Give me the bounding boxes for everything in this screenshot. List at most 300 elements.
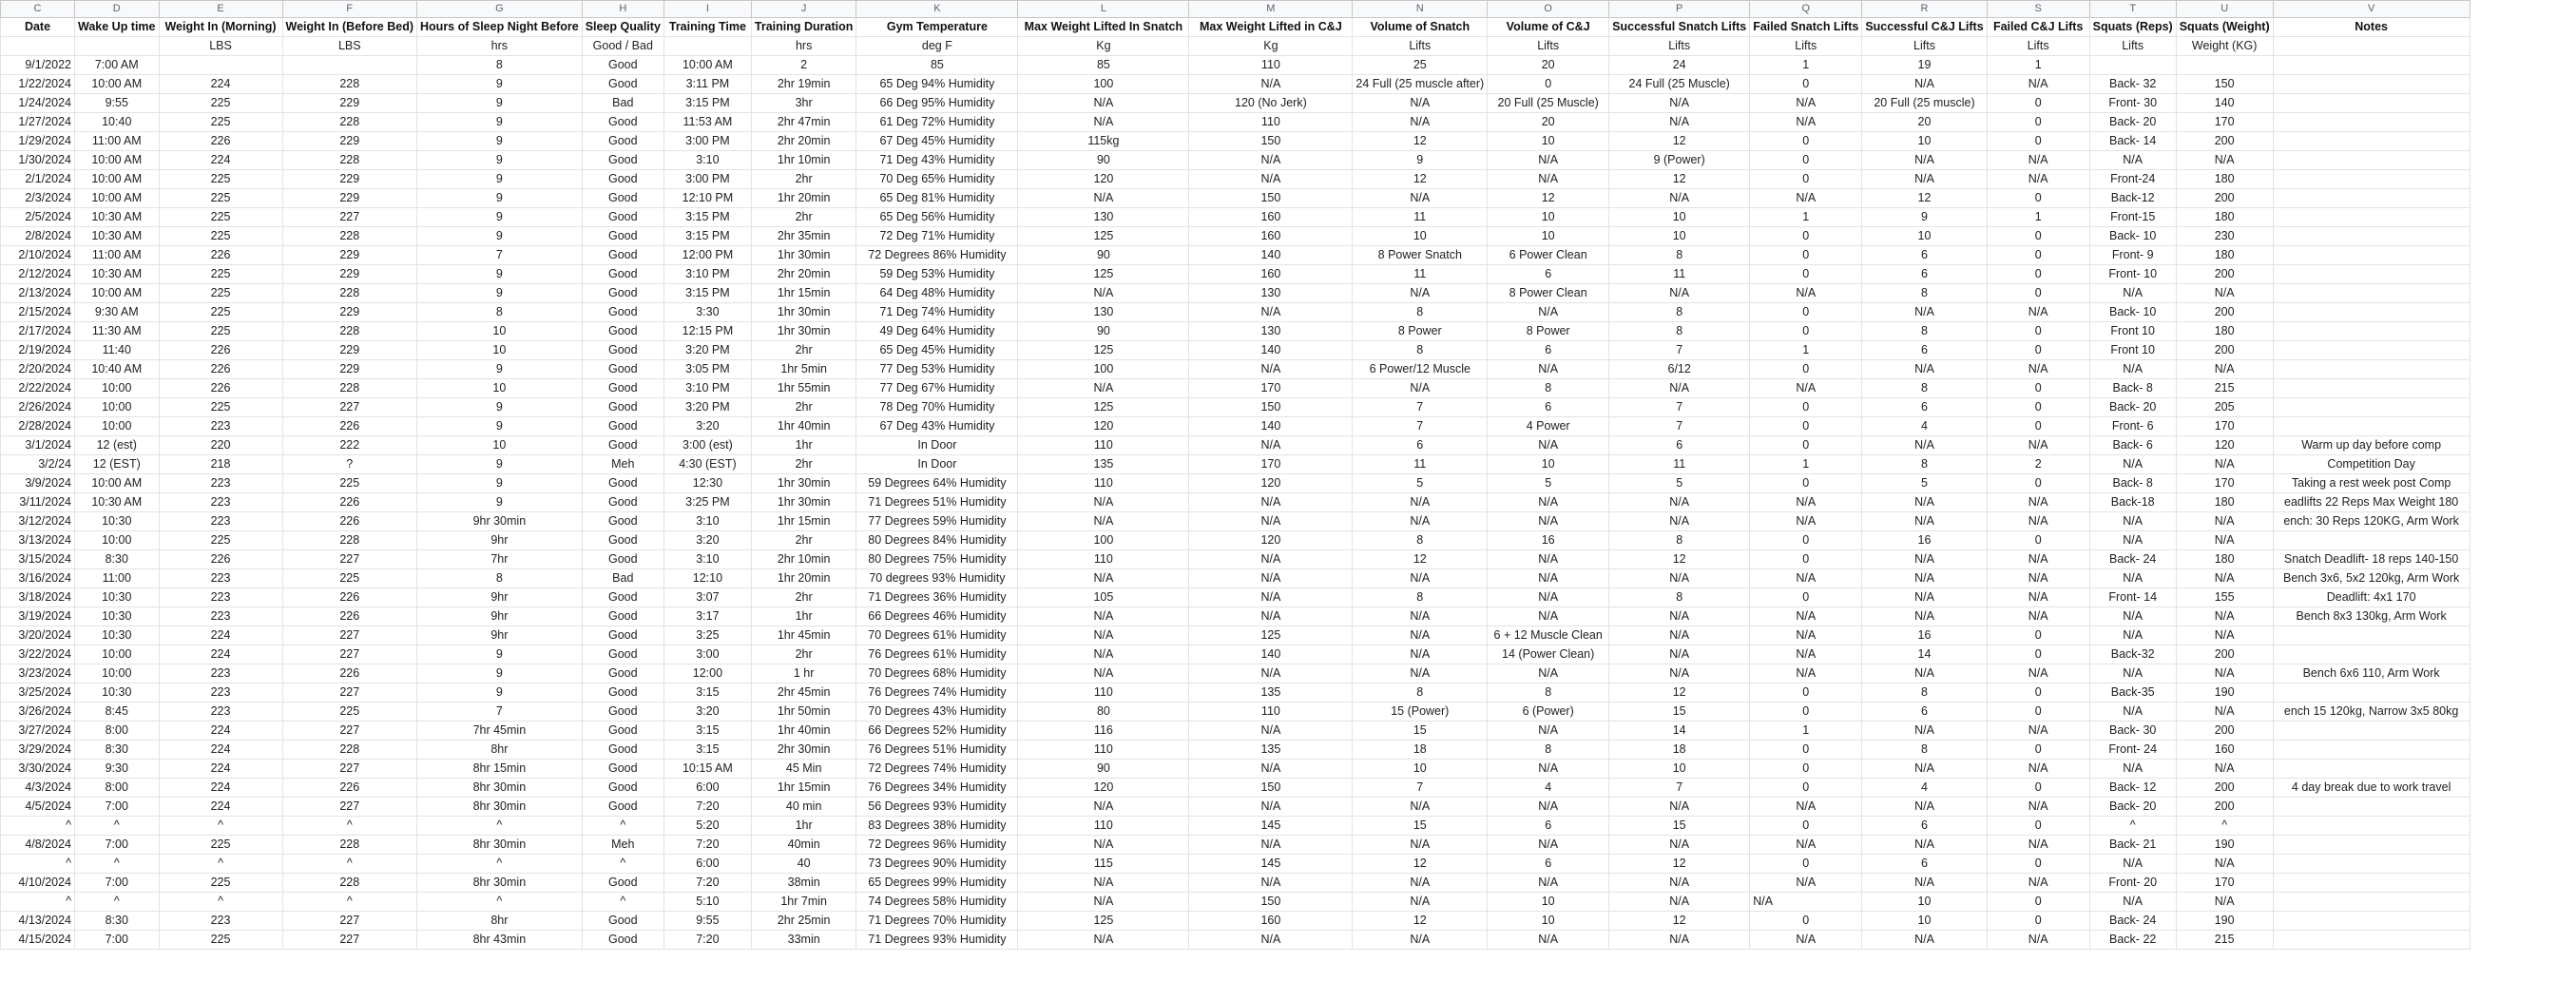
cell-n[interactable]: 8 [1353,588,1488,607]
cell-i[interactable]: 3:15 PM [663,94,751,113]
column-unit[interactable]: hrs [417,37,583,56]
cell-j[interactable]: 2hr 25min [751,912,855,931]
cell-c[interactable]: 3/20/2024 [1,626,75,645]
cell-n[interactable]: N/A [1353,626,1488,645]
cell-t[interactable]: Back- 21 [2089,836,2176,855]
cell-e[interactable]: 218 [159,455,282,474]
cell-j[interactable]: 1hr 15min [751,284,855,303]
cell-i[interactable]: 12:15 PM [663,322,751,341]
column-unit[interactable] [1,37,75,56]
cell-l[interactable]: 120 [1018,170,1189,189]
cell-n[interactable]: 18 [1353,741,1488,760]
cell-d[interactable]: 11:00 [75,569,160,588]
cell-t[interactable]: ^ [2089,817,2176,836]
cell-n[interactable]: 7 [1353,398,1488,417]
cell-e[interactable]: 224 [159,779,282,798]
cell-m[interactable]: N/A [1189,75,1353,94]
cell-h[interactable]: Good [582,265,663,284]
cell-k[interactable]: 70 Deg 65% Humidity [856,170,1018,189]
cell-f[interactable]: 227 [282,722,417,741]
cell-p[interactable]: N/A [1609,113,1750,132]
cell-v[interactable] [2273,741,2470,760]
cell-t[interactable]: Back- 8 [2089,474,2176,493]
cell-r[interactable]: N/A [1862,151,1987,170]
cell-c[interactable]: 2/15/2024 [1,303,75,322]
cell-o[interactable]: N/A [1488,664,1609,683]
cell-r[interactable]: 12 [1862,189,1987,208]
cell-u[interactable]: 200 [2176,265,2273,284]
cell-g[interactable]: 7 [417,703,583,722]
cell-j[interactable]: 2hr 47min [751,113,855,132]
cell-u[interactable]: N/A [2176,569,2273,588]
cell-e[interactable]: 223 [159,664,282,683]
cell-m[interactable]: N/A [1189,722,1353,741]
cell-q[interactable]: N/A [1750,798,1862,817]
cell-l[interactable]: 120 [1018,779,1189,798]
cell-d[interactable]: 10:00 [75,664,160,683]
cell-n[interactable]: 15 [1353,817,1488,836]
cell-d[interactable]: 10:30 AM [75,265,160,284]
cell-g[interactable]: 8hr 30min [417,874,583,893]
cell-n[interactable]: 11 [1353,455,1488,474]
cell-i[interactable]: 3:15 PM [663,227,751,246]
cell-f[interactable]: 228 [282,322,417,341]
cell-k[interactable]: 65 Deg 94% Humidity [856,75,1018,94]
cell-p[interactable]: 12 [1609,855,1750,874]
cell-s[interactable]: N/A [1987,607,2089,626]
cell-i[interactable]: 10:15 AM [663,760,751,779]
cell-p[interactable]: 7 [1609,417,1750,436]
column-unit[interactable]: Lifts [1353,37,1488,56]
cell-g[interactable]: 7 [417,246,583,265]
cell-k[interactable]: 71 Degrees 70% Humidity [856,912,1018,931]
cell-p[interactable]: 8 [1609,531,1750,550]
cell-k[interactable]: 72 Degrees 74% Humidity [856,760,1018,779]
cell-l[interactable]: 125 [1018,341,1189,360]
cell-d[interactable]: 10:30 AM [75,208,160,227]
cell-h[interactable]: Good [582,931,663,950]
cell-n[interactable]: 8 [1353,531,1488,550]
cell-s[interactable]: 0 [1987,113,2089,132]
column-letter-j[interactable]: J [751,1,855,18]
cell-i[interactable]: 3:10 [663,512,751,531]
cell-e[interactable]: 224 [159,626,282,645]
cell-t[interactable]: Front- 20 [2089,874,2176,893]
cell-u[interactable]: N/A [2176,151,2273,170]
cell-r[interactable]: 6 [1862,398,1987,417]
cell-k[interactable]: 85 [856,56,1018,75]
cell-r[interactable]: 8 [1862,322,1987,341]
cell-v[interactable] [2273,874,2470,893]
cell-k[interactable]: 77 Deg 67% Humidity [856,379,1018,398]
cell-d[interactable]: 10:00 AM [75,474,160,493]
cell-c[interactable]: 2/12/2024 [1,265,75,284]
column-letter-p[interactable]: P [1609,1,1750,18]
cell-n[interactable]: 24 Full (25 muscle after) [1353,75,1488,94]
cell-r[interactable]: N/A [1862,798,1987,817]
cell-c[interactable]: 3/12/2024 [1,512,75,531]
cell-k[interactable]: 66 Degrees 52% Humidity [856,722,1018,741]
cell-g[interactable]: 10 [417,322,583,341]
cell-o[interactable]: 8 [1488,741,1609,760]
cell-h[interactable]: Good [582,284,663,303]
column-letter-h[interactable]: H [582,1,663,18]
cell-u[interactable]: ^ [2176,817,2273,836]
cell-o[interactable]: N/A [1488,569,1609,588]
column-letter-g[interactable]: G [417,1,583,18]
cell-e[interactable]: 220 [159,436,282,455]
cell-j[interactable]: 1hr 40min [751,722,855,741]
cell-d[interactable]: 10:30 [75,588,160,607]
cell-i[interactable]: 6:00 [663,779,751,798]
cell-d[interactable]: 10:00 [75,379,160,398]
cell-r[interactable]: 10 [1862,227,1987,246]
cell-v[interactable] [2273,379,2470,398]
cell-r[interactable]: 8 [1862,284,1987,303]
cell-t[interactable]: N/A [2089,607,2176,626]
cell-s[interactable]: N/A [1987,664,2089,683]
cell-g[interactable]: 9 [417,75,583,94]
cell-n[interactable]: 11 [1353,265,1488,284]
cell-l[interactable]: 100 [1018,75,1189,94]
cell-r[interactable]: 6 [1862,817,1987,836]
column-header[interactable]: Squats (Weight) [2176,18,2273,37]
cell-o[interactable]: N/A [1488,607,1609,626]
column-header[interactable]: Max Weight Lifted in C&J [1189,18,1353,37]
cell-g[interactable]: 8 [417,56,583,75]
column-unit[interactable]: Weight (KG) [2176,37,2273,56]
cell-h[interactable]: Bad [582,569,663,588]
cell-n[interactable]: 6 Power/12 Muscle [1353,360,1488,379]
cell-s[interactable]: N/A [1987,550,2089,569]
cell-g[interactable]: 9 [417,417,583,436]
column-header[interactable]: Successful C&J Lifts [1862,18,1987,37]
cell-i[interactable]: 3:10 PM [663,265,751,284]
cell-i[interactable]: 3:25 PM [663,493,751,512]
cell-v[interactable]: Bench 3x6, 5x2 120kg, Arm Work [2273,569,2470,588]
cell-g[interactable]: 8hr [417,912,583,931]
cell-p[interactable]: 11 [1609,265,1750,284]
cell-c[interactable]: 2/20/2024 [1,360,75,379]
cell-k[interactable]: 72 Degrees 86% Humidity [856,246,1018,265]
cell-f[interactable]: 228 [282,874,417,893]
cell-e[interactable]: 225 [159,113,282,132]
cell-t[interactable]: Back- 10 [2089,227,2176,246]
cell-j[interactable]: 2 [751,56,855,75]
cell-q[interactable]: 0 [1750,855,1862,874]
cell-s[interactable]: 0 [1987,817,2089,836]
cell-g[interactable]: 9 [417,664,583,683]
cell-g[interactable]: 9 [417,227,583,246]
cell-t[interactable]: Front- 9 [2089,246,2176,265]
cell-m[interactable]: N/A [1189,588,1353,607]
cell-l[interactable]: 130 [1018,303,1189,322]
cell-k[interactable]: 66 Degrees 46% Humidity [856,607,1018,626]
cell-c[interactable]: 3/13/2024 [1,531,75,550]
cell-k[interactable]: 49 Deg 64% Humidity [856,322,1018,341]
cell-k[interactable]: 76 Degrees 51% Humidity [856,741,1018,760]
cell-h[interactable]: Meh [582,836,663,855]
cell-h[interactable]: Good [582,56,663,75]
cell-u[interactable]: N/A [2176,531,2273,550]
cell-t[interactable]: Front-15 [2089,208,2176,227]
cell-h[interactable]: ^ [582,817,663,836]
cell-m[interactable]: N/A [1189,436,1353,455]
cell-g[interactable]: 7hr 45min [417,722,583,741]
cell-k[interactable]: 80 Degrees 84% Humidity [856,531,1018,550]
cell-o[interactable]: 6 [1488,817,1609,836]
cell-p[interactable]: 8 [1609,303,1750,322]
cell-s[interactable]: 0 [1987,341,2089,360]
cell-o[interactable]: N/A [1488,722,1609,741]
cell-r[interactable]: N/A [1862,360,1987,379]
cell-t[interactable]: Back-32 [2089,645,2176,664]
cell-j[interactable]: 1 hr [751,664,855,683]
cell-i[interactable]: 10:00 AM [663,56,751,75]
cell-g[interactable]: 9hr [417,531,583,550]
cell-p[interactable]: N/A [1609,626,1750,645]
cell-c[interactable]: 9/1/2022 [1,56,75,75]
cell-v[interactable]: Deadlift: 4x1 170 [2273,588,2470,607]
cell-c[interactable]: 3/1/2024 [1,436,75,455]
cell-c[interactable]: 3/16/2024 [1,569,75,588]
cell-c[interactable]: 3/2/24 [1,455,75,474]
cell-o[interactable]: 10 [1488,893,1609,912]
cell-k[interactable]: 76 Degrees 34% Humidity [856,779,1018,798]
cell-v[interactable]: ench 15 120kg, Narrow 3x5 80kg [2273,703,2470,722]
cell-i[interactable]: 3:10 [663,550,751,569]
cell-r[interactable]: 8 [1862,379,1987,398]
cell-u[interactable]: 200 [2176,341,2273,360]
cell-t[interactable]: Front 10 [2089,322,2176,341]
cell-r[interactable]: 5 [1862,474,1987,493]
cell-l[interactable]: N/A [1018,189,1189,208]
cell-v[interactable] [2273,360,2470,379]
cell-c[interactable]: 2/26/2024 [1,398,75,417]
cell-k[interactable]: 80 Degrees 75% Humidity [856,550,1018,569]
cell-u[interactable]: 120 [2176,436,2273,455]
cell-k[interactable]: 56 Degrees 93% Humidity [856,798,1018,817]
cell-c[interactable]: 3/15/2024 [1,550,75,569]
cell-q[interactable]: 0 [1750,322,1862,341]
cell-u[interactable]: 200 [2176,645,2273,664]
cell-g[interactable]: 10 [417,341,583,360]
cell-e[interactable] [159,56,282,75]
cell-c[interactable]: 3/30/2024 [1,760,75,779]
cell-m[interactable]: 110 [1189,113,1353,132]
cell-r[interactable]: N/A [1862,550,1987,569]
cell-q[interactable]: 1 [1750,455,1862,474]
cell-s[interactable]: N/A [1987,436,2089,455]
cell-i[interactable]: 3:00 PM [663,170,751,189]
cell-u[interactable]: 190 [2176,683,2273,703]
cell-m[interactable]: 125 [1189,626,1353,645]
cell-i[interactable]: 3:15 PM [663,284,751,303]
cell-m[interactable]: N/A [1189,760,1353,779]
cell-e[interactable]: 225 [159,398,282,417]
cell-r[interactable]: 9 [1862,208,1987,227]
cell-o[interactable]: 8 [1488,683,1609,703]
cell-j[interactable]: 2hr [751,170,855,189]
cell-g[interactable]: 9 [417,493,583,512]
cell-h[interactable]: Good [582,722,663,741]
cell-l[interactable]: 100 [1018,360,1189,379]
cell-p[interactable]: 18 [1609,741,1750,760]
cell-d[interactable]: 10:00 AM [75,170,160,189]
cell-e[interactable]: 225 [159,94,282,113]
cell-v[interactable]: eadlifts 22 Reps Max Weight 180 [2273,493,2470,512]
cell-i[interactable]: 7:20 [663,931,751,950]
cell-m[interactable]: 135 [1189,683,1353,703]
cell-f[interactable]: 227 [282,550,417,569]
cell-l[interactable]: N/A [1018,645,1189,664]
cell-q[interactable]: N/A [1750,607,1862,626]
cell-v[interactable]: Taking a rest week post Comp [2273,474,2470,493]
cell-e[interactable]: 225 [159,874,282,893]
cell-h[interactable]: Good [582,798,663,817]
cell-p[interactable]: 10 [1609,208,1750,227]
cell-e[interactable]: 223 [159,607,282,626]
cell-l[interactable]: N/A [1018,94,1189,113]
cell-l[interactable]: 130 [1018,208,1189,227]
cell-d[interactable]: 10:30 [75,683,160,703]
cell-p[interactable]: N/A [1609,284,1750,303]
cell-k[interactable]: 71 Deg 43% Humidity [856,151,1018,170]
cell-j[interactable]: 2hr 10min [751,550,855,569]
cell-m[interactable]: 160 [1189,208,1353,227]
cell-t[interactable]: N/A [2089,512,2176,531]
cell-r[interactable]: 20 [1862,113,1987,132]
cell-s[interactable]: N/A [1987,512,2089,531]
cell-t[interactable]: N/A [2089,151,2176,170]
cell-t[interactable]: N/A [2089,360,2176,379]
cell-j[interactable]: 1hr 15min [751,512,855,531]
cell-d[interactable]: ^ [75,817,160,836]
cell-k[interactable]: 73 Degrees 90% Humidity [856,855,1018,874]
cell-j[interactable]: 1hr 20min [751,569,855,588]
cell-i[interactable]: 3:15 [663,722,751,741]
column-header[interactable]: Volume of C&J [1488,18,1609,37]
cell-f[interactable]: 226 [282,664,417,683]
cell-t[interactable]: Front- 14 [2089,588,2176,607]
cell-k[interactable]: 65 Degrees 99% Humidity [856,874,1018,893]
column-unit[interactable] [2273,37,2470,56]
cell-h[interactable]: Good [582,912,663,931]
cell-p[interactable]: 10 [1609,760,1750,779]
cell-d[interactable]: 11:00 AM [75,246,160,265]
cell-r[interactable]: 14 [1862,645,1987,664]
cell-i[interactable]: 12:10 [663,569,751,588]
cell-f[interactable]: 229 [282,246,417,265]
cell-h[interactable]: Good [582,303,663,322]
cell-i[interactable]: 3:20 PM [663,398,751,417]
cell-j[interactable]: 1hr 40min [751,417,855,436]
cell-q[interactable]: 0 [1750,474,1862,493]
cell-m[interactable]: 110 [1189,56,1353,75]
cell-n[interactable]: 12 [1353,132,1488,151]
cell-v[interactable]: Bench 6x6 110, Arm Work [2273,664,2470,683]
column-letter-q[interactable]: Q [1750,1,1862,18]
cell-j[interactable]: 2hr [751,208,855,227]
cell-j[interactable]: 2hr 35min [751,227,855,246]
cell-j[interactable]: 3hr [751,94,855,113]
cell-v[interactable] [2273,855,2470,874]
cell-u[interactable]: 180 [2176,170,2273,189]
cell-g[interactable]: 9 [417,94,583,113]
cell-v[interactable] [2273,132,2470,151]
cell-n[interactable]: N/A [1353,607,1488,626]
cell-j[interactable]: 1hr 7min [751,893,855,912]
cell-h[interactable]: Good [582,379,663,398]
column-unit[interactable] [75,37,160,56]
cell-u[interactable]: N/A [2176,360,2273,379]
cell-g[interactable]: 9hr [417,588,583,607]
cell-l[interactable]: 135 [1018,455,1189,474]
cell-i[interactable]: 3:20 [663,417,751,436]
cell-d[interactable]: 8:30 [75,550,160,569]
cell-d[interactable]: 8:00 [75,722,160,741]
cell-q[interactable]: 0 [1750,303,1862,322]
cell-d[interactable]: 10:00 [75,398,160,417]
cell-q[interactable]: N/A [1750,94,1862,113]
cell-m[interactable]: 170 [1189,379,1353,398]
cell-t[interactable]: Back- 12 [2089,779,2176,798]
cell-u[interactable]: 155 [2176,588,2273,607]
cell-j[interactable]: 1hr [751,817,855,836]
cell-i[interactable]: 12:30 [663,474,751,493]
column-unit[interactable]: Good / Bad [582,37,663,56]
cell-n[interactable]: 5 [1353,474,1488,493]
cell-r[interactable]: 6 [1862,341,1987,360]
cell-h[interactable]: Good [582,227,663,246]
cell-o[interactable]: N/A [1488,588,1609,607]
cell-q[interactable]: 0 [1750,817,1862,836]
cell-s[interactable]: 0 [1987,683,2089,703]
cell-h[interactable]: Good [582,683,663,703]
cell-p[interactable]: N/A [1609,836,1750,855]
cell-s[interactable]: 0 [1987,132,2089,151]
cell-e[interactable]: 225 [159,322,282,341]
cell-h[interactable]: Good [582,246,663,265]
cell-u[interactable]: 200 [2176,189,2273,208]
cell-g[interactable]: 9 [417,113,583,132]
cell-s[interactable]: 0 [1987,626,2089,645]
cell-t[interactable]: Front- 10 [2089,265,2176,284]
column-letter-o[interactable]: O [1488,1,1609,18]
cell-v[interactable]: ench: 30 Reps 120KG, Arm Work [2273,512,2470,531]
cell-q[interactable]: 0 [1750,436,1862,455]
cell-j[interactable]: 2hr [751,398,855,417]
cell-j[interactable]: 2hr [751,455,855,474]
cell-d[interactable]: 10:40 [75,113,160,132]
cell-l[interactable]: 90 [1018,760,1189,779]
cell-s[interactable]: 0 [1987,227,2089,246]
cell-r[interactable]: 10 [1862,912,1987,931]
cell-q[interactable]: N/A [1750,113,1862,132]
column-unit[interactable]: Lifts [2089,37,2176,56]
cell-k[interactable]: 59 Deg 53% Humidity [856,265,1018,284]
cell-k[interactable]: 72 Deg 71% Humidity [856,227,1018,246]
cell-v[interactable] [2273,75,2470,94]
cell-t[interactable]: Back- 8 [2089,379,2176,398]
cell-k[interactable]: 71 Degrees 51% Humidity [856,493,1018,512]
cell-d[interactable]: 10:30 [75,607,160,626]
cell-n[interactable]: N/A [1353,664,1488,683]
cell-m[interactable]: 120 [1189,531,1353,550]
column-header[interactable]: Failed C&J Lifts [1987,18,2089,37]
column-letter-r[interactable]: R [1862,1,1987,18]
cell-t[interactable]: Front- 30 [2089,94,2176,113]
